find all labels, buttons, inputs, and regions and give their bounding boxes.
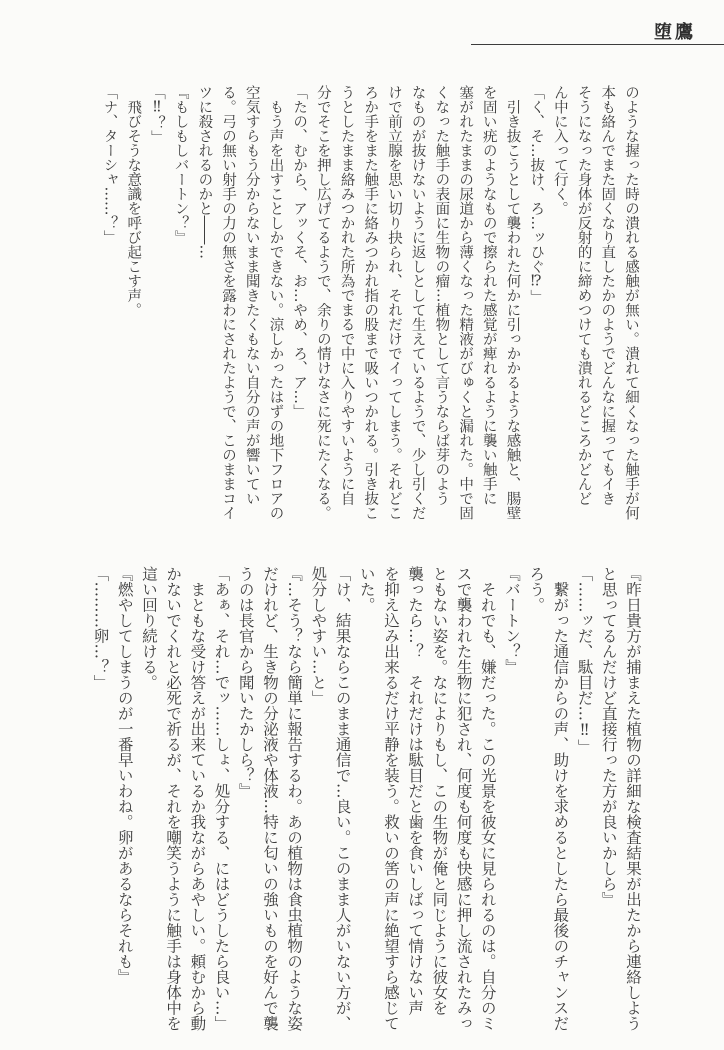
text-line: ツに殺されるのかと――… [196, 85, 213, 259]
text-line: のような握った時の潰れる感触が無い。潰れて細くなった触手が何 [623, 85, 639, 520]
text-line: 「……ッだ、駄目だ…‼」 [575, 566, 594, 755]
text-line: スで襲われた生物に犯され、何度も何度も快感に押し流されたみっ [454, 566, 473, 1031]
text-line: なものが抜けないように返しとして生えているようで、少し引くだ [409, 85, 426, 520]
text-line: 「く、そ…抜け、ろ…ッひぐ⁉」 [528, 85, 545, 304]
text-line: と思ってるんだけど直接行った方が良いかしら』 [599, 566, 618, 907]
text-line: そうになった身体が反射的に締めつけても潰れるどころかどんど [575, 85, 592, 506]
page-title: 堕鷹 [654, 22, 696, 43]
text-line: 「ナ、ターシャ……？」 [101, 85, 118, 245]
text-line: 空気すらもう分からないまま聞きたくもない自分の声が響いてい [243, 85, 260, 506]
text-line: 『燃やしてしまうのが一番早いわね。卵があるならそれも』 [115, 566, 134, 985]
text-line: 塞がれたままの尿道から薄くなった精液がびゅくと漏れた。中で固 [457, 85, 474, 520]
text-line: だけれど、生き物の分泌液や体液…特に匂いの強いものを好んで襲 [260, 566, 279, 1031]
text-line: ん中に入って行く。 [551, 85, 568, 216]
text-line: 「‼？」 [148, 85, 165, 145]
text-line: まともな受け答えが出来ているか我ながらあやしい。頼むから動 [188, 566, 207, 1031]
text-line: いた。 [357, 566, 376, 613]
text-line: 繋がった通信からの声、助けを求めるとしたら最後のチャンスだ [551, 566, 570, 1031]
text-line: 「………卵…？」 [91, 566, 110, 690]
text-block-bottom [88, 566, 645, 1048]
text-line: を抑え込み出来るだけ平静を装う。救いの筈の声に絶望すら感じて [381, 566, 400, 1031]
header-rule [471, 44, 724, 45]
text-line: 引き抜こうとして襲われた何かに引っかかるような感触と、腸壁 [504, 85, 521, 520]
text-line: 這い回り続ける。 [139, 566, 158, 690]
text-line: それでも、嫌だった。この光景を彼女に見られるのは。自分のミ [478, 566, 497, 1031]
text-line: うとしたまま絡みつかれた所為でまるで中に入りやすいように自 [338, 85, 355, 506]
text-line: 襲ったら…？ それだけは駄目だと歯を食いしばって情けない声 [406, 566, 425, 1016]
text-line: もう声を出すことしかできない。涼しかったはずの地下フロアの [267, 85, 284, 520]
text-line: 「あぁ、それ…でッ……しょ、処分する、にはどうしたら良い…」 [212, 566, 231, 1031]
text-line: 「け、結果ならこのまま通信で…良い。このまま人がいない方が、 [333, 566, 352, 1031]
text-line: ろう。 [527, 566, 546, 613]
text-line: 『もしもしバートン？』 [172, 85, 189, 245]
text-line: る。弓の無い射手の力の無さを露わにされたようで、このままコイ [220, 85, 237, 520]
text-line: 『バートン？』 [502, 566, 521, 675]
text-line: 処分しやすい…と」 [309, 566, 328, 706]
text-line: くなった触手の表面に生物の瘤…植物として言うならば芽のよう [433, 85, 450, 506]
text-line: 分でそこを押し広げてるようで、余りの情けなさに死にたくなる。 [314, 85, 331, 520]
text-line: 飛びそうな意識を呼び起こす声。 [125, 85, 142, 317]
text-line: 本も絡んでまた固くなり直したかのようでどんなに握ってもイき [599, 85, 616, 506]
text-line: ともない姿を。なによりもし、この生物が俺と同じように彼女を [430, 566, 449, 1016]
text-line: 『…そう？なら簡単に報告するわ。あの植物は食虫植物のような姿 [285, 566, 304, 1031]
text-line: ろか手をまた触手に絡みつかれ指の股まで吸いつかれる。引き抜こ [362, 85, 379, 520]
text-line: かないでくれと必死で祈るが、それを嘲笑うように触手は身体中を [164, 566, 183, 1031]
text-line: 「たの、むから、アッくそ、お…やめ、ろ、ア…」 [291, 85, 308, 419]
text-block-top [97, 85, 642, 527]
text-line: を固い疣のようなもので擦られた感覚が痺れるように襲い触手に [480, 85, 497, 506]
text-line: けで前立腺を思い切り抉られ、それだけでイってしまう。それどこ [385, 85, 402, 520]
text-line: うのは長官から聞いたかしら？』 [236, 566, 255, 799]
text-line: 『昨日貴方が捕まえた植物の詳細な検査結果が出たから連絡しよう [624, 566, 642, 1031]
